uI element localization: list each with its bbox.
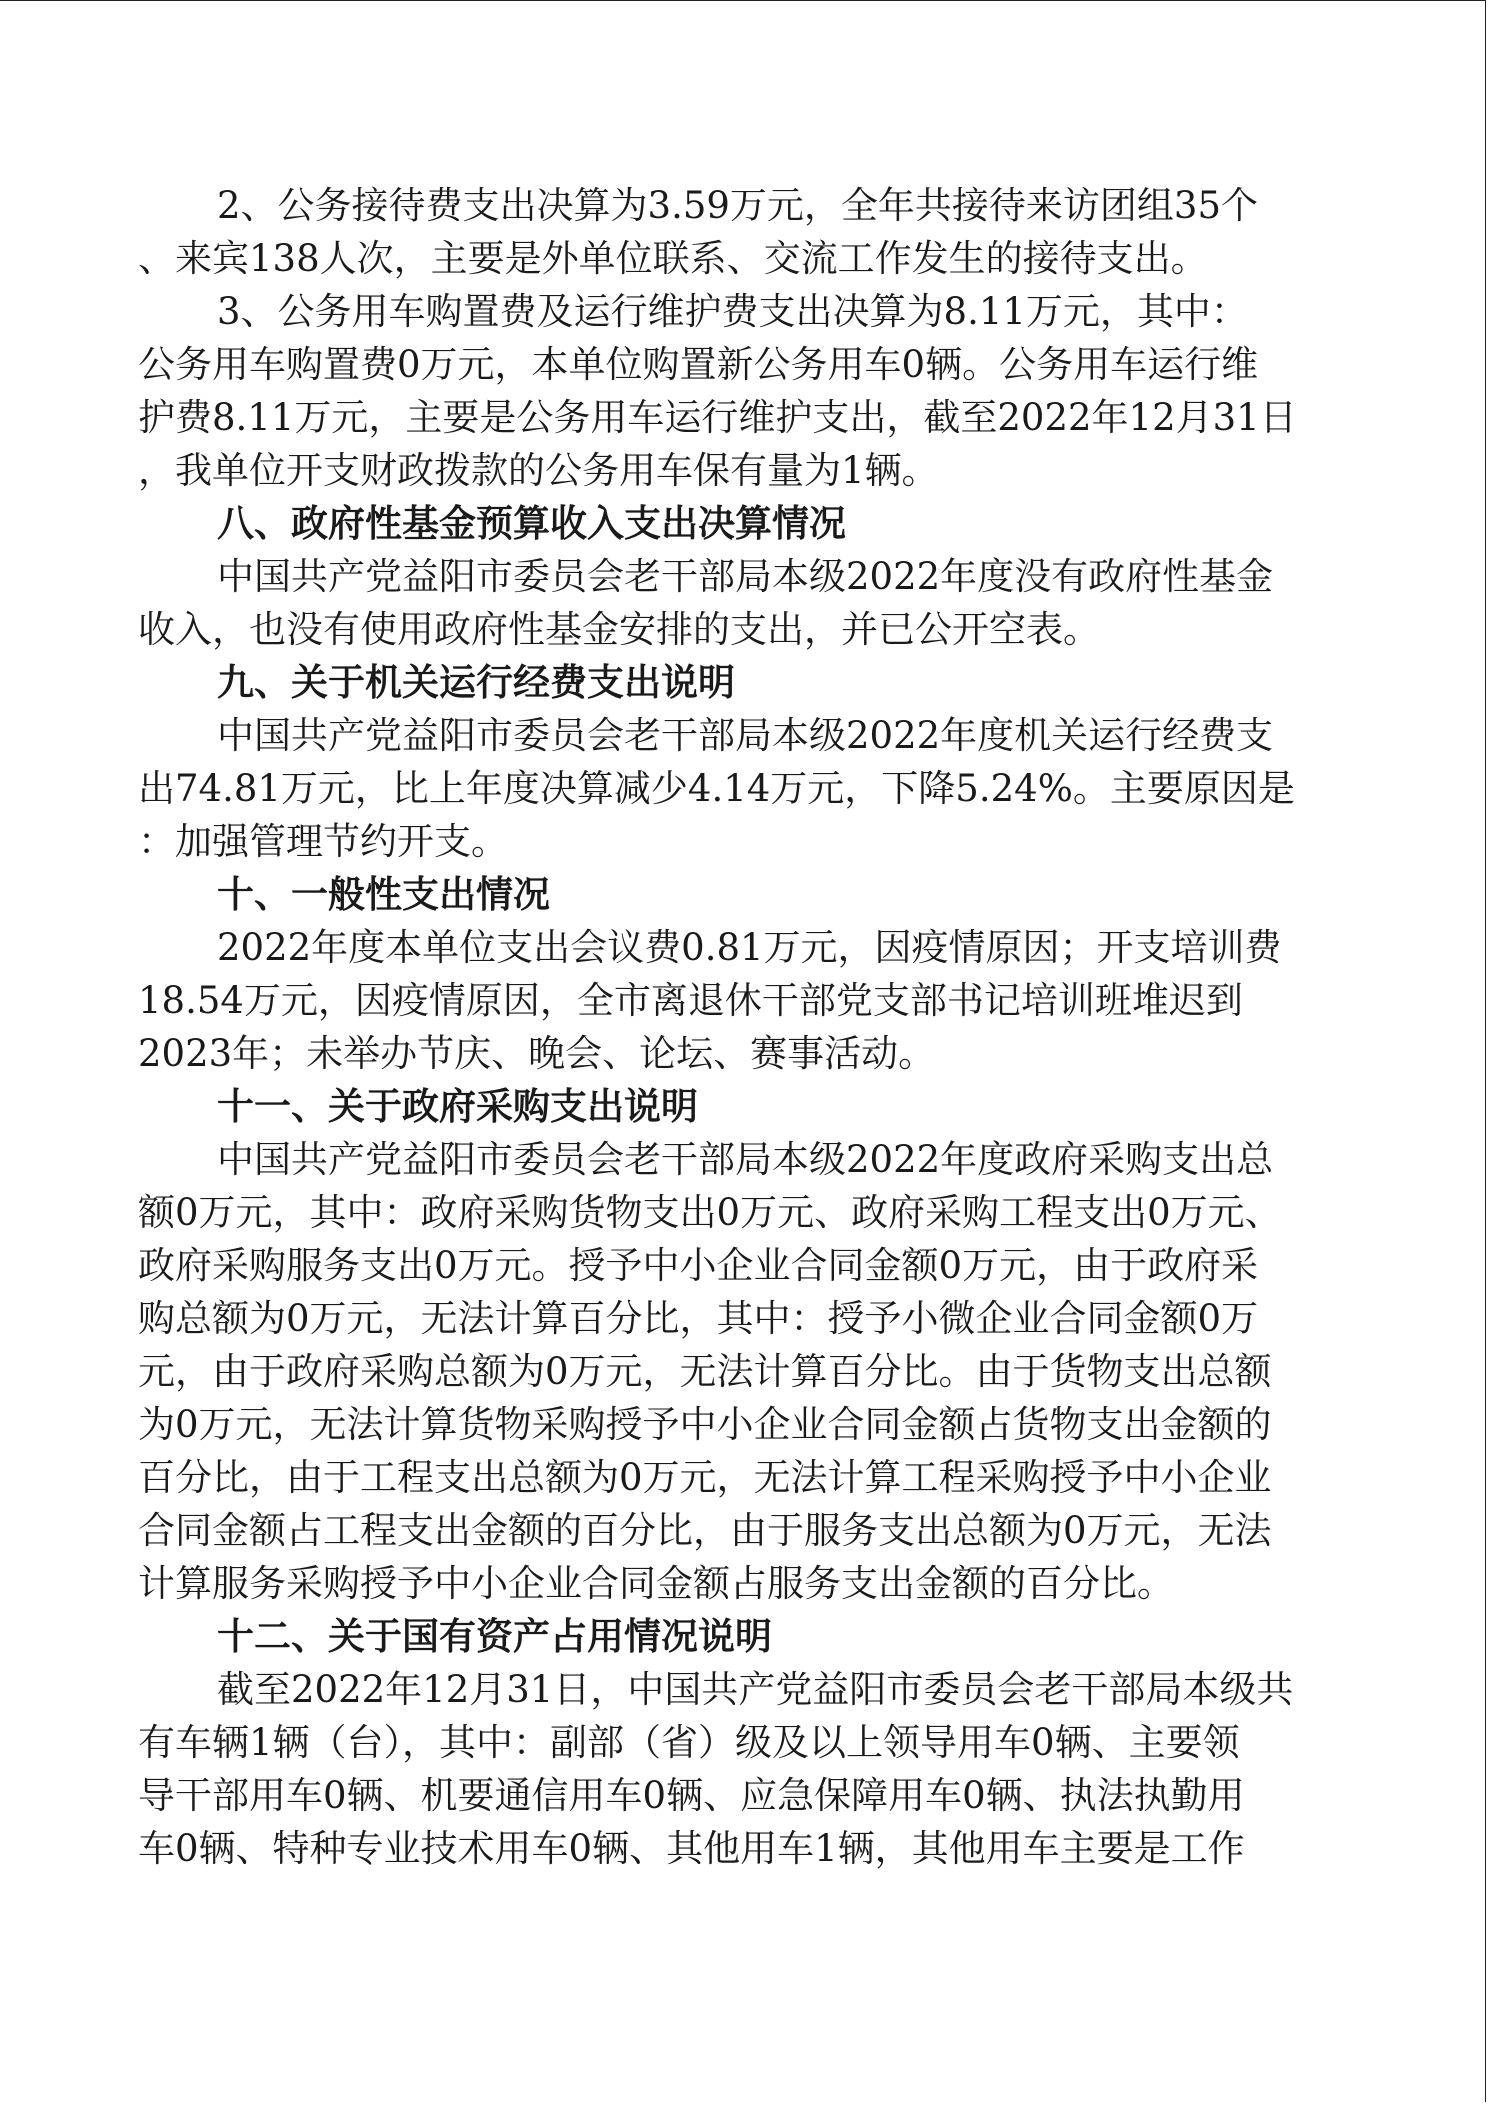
paragraph-line: 为0万元，无法计算货物采购授予中小企业合同金额占货物支出金额的 (138, 1403, 1272, 1446)
paragraph-line: 购总额为0万元，无法计算百分比，其中：授予小微企业合同金额0万 (138, 1297, 1259, 1340)
paragraph-line: 百分比，由于工程支出总额为0万元，无法计算工程采购授予中小企业 (138, 1456, 1272, 1499)
paragraph-line: 额0万元，其中：政府采购货物支出0万元、政府采购工程支出0万元、 (138, 1191, 1282, 1234)
paragraph-line: 中国共产党益阳市委员会老干部局本级2022年度机关运行经费支 (217, 714, 1274, 757)
section-heading: 九、关于机关运行经费支出说明 (217, 660, 735, 704)
paragraph-line: 2022年度本单位支出会议费0.81万元，因疫情原因；开支培训费 (217, 926, 1282, 969)
paragraph-line: 车0辆、特种专业技术用车0辆、其他用车1辆，其他用车主要是工作 (138, 1827, 1245, 1870)
paragraph-line: 2023年；未举办节庆、晚会、论坛、赛事活动。 (138, 1032, 936, 1075)
paragraph-line: 公务用车购置费0万元，本单位购置新公务用车0辆。公务用车运行维 (138, 343, 1259, 386)
paragraph-line: 有车辆1辆（台），其中：副部（省）级及以上领导用车0辆、主要领 (138, 1721, 1240, 1764)
section-heading: 十一、关于政府采购支出说明 (217, 1084, 698, 1128)
paragraph-line: 2、公务接待费支出决算为3.59万元，全年共接待来访团组35个 (217, 184, 1259, 227)
paragraph-line: ，我单位开支财政拨款的公务用车保有量为1辆。 (138, 449, 939, 492)
section-heading: 十、一般性支出情况 (217, 872, 550, 916)
paragraph-line: 政府采购服务支出0万元。授予中小企业合同金额0万元，由于政府采 (138, 1244, 1259, 1287)
paragraph-line: 护费8.11万元，主要是公务用车运行维护支出，截至2022年12月31日 (138, 396, 1297, 439)
document-body (138, 179, 1358, 1875)
paragraph-line: 截至2022年12月31日，中国共产党益阳市委员会老干部局本级共 (217, 1668, 1294, 1711)
paragraph-line: 出74.81万元，比上年度决算减少4.14万元，下降5.24%。主要原因是 (138, 767, 1295, 810)
paragraph-line: 导干部用车0辆、机要通信用车0辆、应急保障用车0辆、执法执勤用 (138, 1774, 1245, 1817)
paragraph-line: 3、公务用车购置费及运行维护费支出决算为8.11万元，其中： (217, 290, 1248, 333)
section-heading: 八、政府性基金预算收入支出决算情况 (217, 501, 846, 545)
section-heading: 十二、关于国有资产占用情况说明 (217, 1614, 772, 1658)
paragraph-line: 中国共产党益阳市委员会老干部局本级2022年度没有政府性基金 (217, 555, 1274, 598)
paragraph-line: 收入，也没有使用政府性基金安排的支出，并已公开空表。 (138, 608, 1100, 651)
paragraph-line: 中国共产党益阳市委员会老干部局本级2022年度政府采购支出总 (217, 1138, 1274, 1181)
paragraph-line: 、来宾138人次，主要是外单位联系、交流工作发生的接待支出。 (138, 237, 1208, 280)
paragraph-line: 18.54万元，因疫情原因，全市离退休干部党支部书记培训班堆迟到 (138, 979, 1243, 1022)
paragraph-line: 元，由于政府采购总额为0万元，无法计算百分比。由于货物支出总额 (138, 1350, 1272, 1393)
paragraph-line: 合同金额占工程支出金额的百分比，由于服务支出总额为0万元，无法 (138, 1509, 1272, 1552)
paragraph-line: ：加强管理节约开支。 (138, 820, 508, 863)
paragraph-line: 计算服务采购授予中小企业合同金额占服务支出金额的百分比。 (138, 1562, 1174, 1605)
